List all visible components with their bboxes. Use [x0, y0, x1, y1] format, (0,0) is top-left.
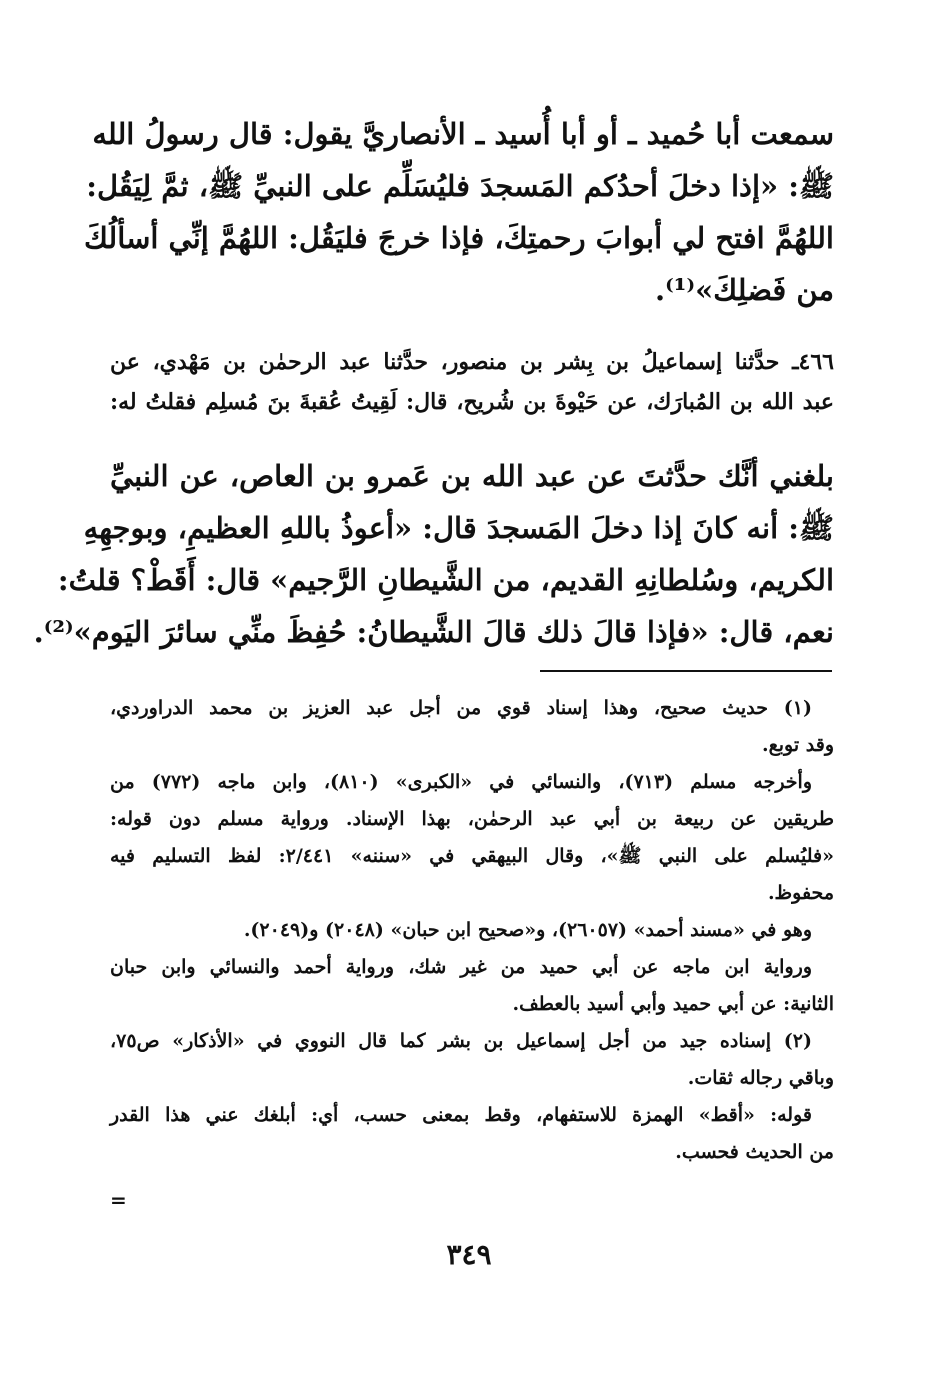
footnote-1-line: طريقين عن ربيعة بن أبي عبد الرحمٰن، بهذا الإسناد. ورواية مسلم دون قوله: [110, 808, 834, 830]
isnad-line: ٤٦٦ـ حدَّثنا إسماعيلُ بن بِشر بن منصور، حدَّثنا عبد الرحمٰن بن مَهْدي، عن [110, 349, 834, 375]
hadith-466-isnad [110, 342, 834, 422]
footnote-2-line: من الحديث فحسب. [675, 1141, 834, 1163]
footnote-1-line: وأخرجه مسلم (٧١٣)، والنسائي في «الكبرى» (٨١٠)، وابن ماجه (٧٧٢) من [110, 771, 813, 793]
footnote-1-line: وهو في «مسند أحمد» (٢٦٠٥٧)، و«صحيح ابن حبان» (٢٠٤٨) و(٢٠٤٩). [243, 919, 812, 941]
footnote-1-line: «فليُسلم على النبي ﷺ»، وقال البيهقي في «سننه» ٢/٤٤١: لفظ التسليم فيه [110, 845, 834, 867]
footnote-2-line: قوله: «أقط» الهمزة للاستفهام، وقط بمعنى حسب، أي: أبلغك عني هذا القدر [110, 1104, 812, 1126]
footnotes [110, 690, 834, 1171]
text-line: الكريم، وسُلطانِهِ القديم، من الشَّيطانِ الرَّجيم» قال: أَقَطْ؟ قلتُ: [57, 563, 834, 597]
isnad-line: عبد الله بن المُبارَك، عن حَيْوةَ بن شُريح، قال: لَقِيتُ عُقبةَ بنَ مُسلِم فقلتُ له: [110, 389, 834, 415]
text-line: بلغني أنَّك حدَّثتَ عن عبد الله بن عَمرو بن العاص، عن النبيِّ [110, 459, 834, 493]
hadith-466-matn [33, 450, 834, 658]
text-line: اللهُمَّ افتح لي أبوابَ رحمتِكَ، فإذا خرجَ فليَقُل: اللهُمَّ إنِّي أسألُكَ [83, 221, 834, 255]
footnote-1-line: (١) حديث صحيح، وهذا إسناد قوي من أجل عبد العزيز بن محمد الدراوردي، [110, 697, 812, 719]
footnote-1-line: وقد توبع. [762, 734, 834, 756]
text-line: سمعت أبا حُميد ـ أو أبا أُسيد ـ الأنصاريَّ يقول: قال رسولُ الله [92, 117, 834, 151]
continuation-mark: = [110, 1188, 127, 1212]
footnote-2-line: (٢) إسناده جيد من أجل إسماعيل بن بشر كما قال النووي في «الأذكار» ص٧٥، [110, 1030, 812, 1052]
text-line: من فَضلِكَ»⁽¹⁾. [655, 273, 834, 307]
footnote-2-line: وباقي رجاله ثقات. [687, 1067, 834, 1089]
text-line: ﷺ: «إذا دخلَ أحدُكم المَسجدَ فليُسَلِّم على النبيِّ ﷺ، ثمَّ لِيَقُل: [86, 169, 834, 203]
footnote-separator [540, 670, 832, 672]
footnote-1-line: الثانية: عن أبي حميد وأبي أسيد بالعطف. [512, 993, 834, 1015]
text-line: نعم، قال: «فإذا قالَ ذلك قالَ الشَّيطانُ: حُفِظَ منِّي سائرَ اليَوم»⁽²⁾. [33, 615, 834, 649]
footnote-1-line: محفوظ. [767, 882, 834, 904]
footnote-1-line: ورواية ابن ماجه عن أبي حميد من غير شك، ورواية أحمد والنسائي وابن حبان [110, 956, 812, 978]
text-line: ﷺ: أنه كانَ إذا دخلَ المَسجدَ قال: «أعوذُ باللهِ العظيمِ، وبوجهِهِ [83, 511, 834, 545]
page-number: ٣٤٩ [446, 1238, 492, 1271]
hadith-465-text [83, 108, 834, 316]
